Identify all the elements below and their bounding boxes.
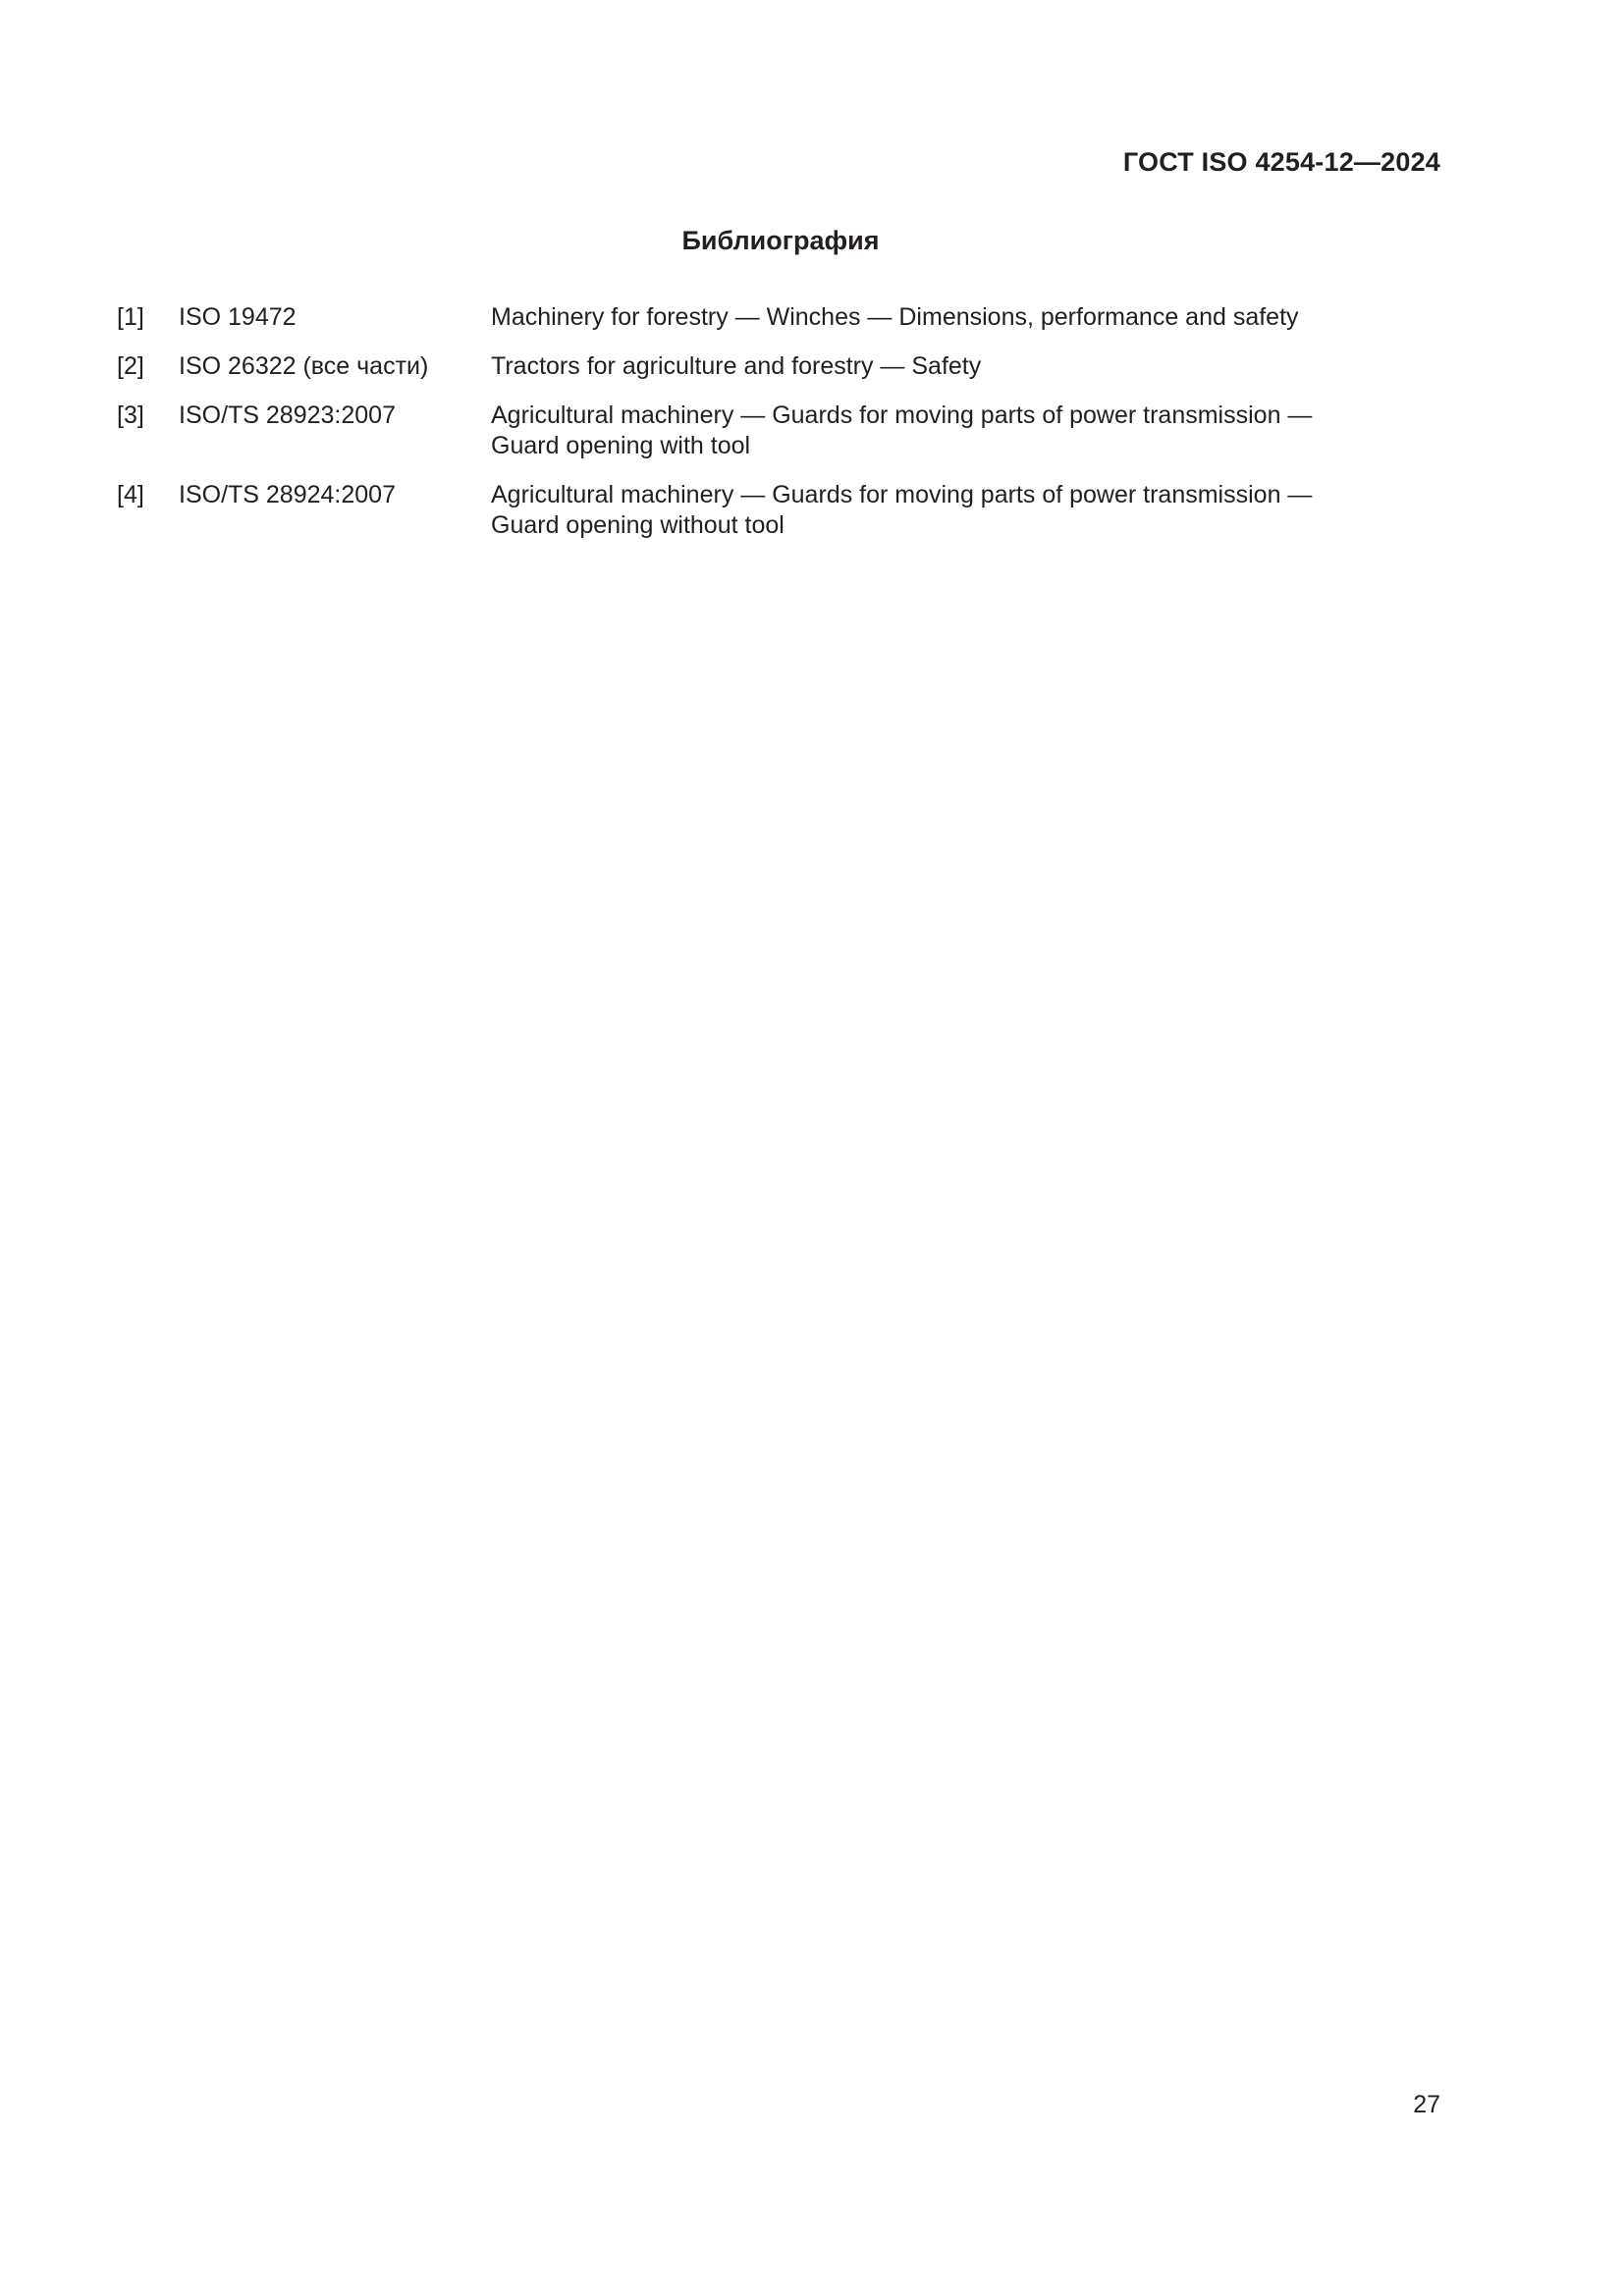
- page-number: 27: [1413, 2091, 1440, 2118]
- entry-reference: ISO/TS 28924:2007: [179, 481, 396, 508]
- bibliography-entry: [117, 351, 1374, 382]
- entry-title: [491, 351, 1335, 382]
- section-title: Библиография: [681, 226, 880, 255]
- bibliography-entry: [117, 480, 1374, 541]
- entry-number: [3]: [117, 401, 144, 429]
- entry-title-line: Guard opening with tool: [491, 432, 751, 459]
- bibliography-list: [117, 302, 1374, 560]
- entry-title: [491, 480, 1335, 541]
- entry-reference: ISO/TS 28923:2007: [179, 401, 396, 429]
- entry-title-line: Machinery for forestry — Winches — Dimensions, performance and safety: [491, 303, 1299, 331]
- entry-title: [491, 400, 1335, 461]
- entry-number: [4]: [117, 481, 144, 508]
- entry-title-line: Tractors for agriculture and forestry — Safety: [491, 352, 982, 380]
- bibliography-entry: [117, 400, 1374, 461]
- entry-reference: ISO 26322 (все части): [179, 352, 429, 380]
- entry-title-line: Agricultural machinery — Guards for moving parts of power transmission —: [491, 481, 1313, 508]
- entry-number: [1]: [117, 303, 144, 331]
- entry-title-line: Agricultural machinery — Guards for moving parts of power transmission —: [491, 401, 1313, 429]
- bibliography-entry: [117, 302, 1374, 333]
- document-code: ГОСТ ISO 4254-12—2024: [1122, 147, 1440, 177]
- entry-title-line: Guard opening without tool: [491, 511, 785, 539]
- entry-title: [491, 302, 1335, 333]
- entry-reference: ISO 19472: [179, 303, 297, 331]
- entry-number: [2]: [117, 352, 144, 380]
